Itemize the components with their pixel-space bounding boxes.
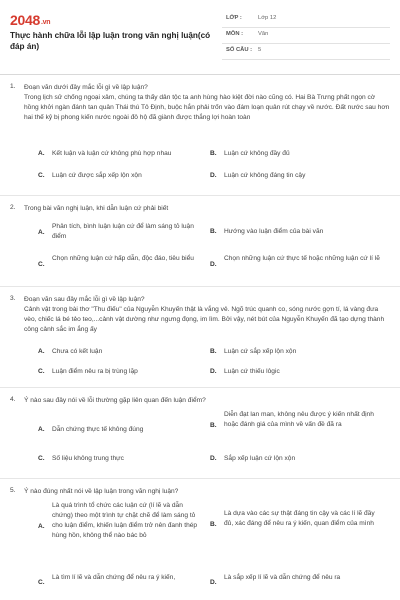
question-text: Ý nào đúng nhất nói về lập luận trong văn nghị luận?	[24, 488, 179, 495]
option-text: Luận cứ thiếu lôgic	[224, 368, 280, 375]
meta-key: MÔN :	[226, 31, 244, 37]
quiz-title: Thực hành chữa lỗi lập luận trong văn nghị luận(có đáp án)	[10, 31, 211, 51]
option-c[interactable]	[38, 254, 198, 276]
question-number: 3.	[10, 295, 16, 302]
option-label: D.	[210, 261, 217, 268]
option-a[interactable]	[38, 501, 198, 553]
quiz-meta	[222, 12, 390, 60]
option-text: Là dựa vào các sự thật đáng tin cậy và các lí lẽ đầy đủ, xác đáng để nêu ra ý kiến, quan điểm của mình	[224, 510, 375, 527]
option-text: Là sắp xếp lí lẽ và dẫn chứng để nêu ra	[224, 574, 341, 581]
option-label: A.	[38, 150, 45, 157]
question-text: Trong bài văn nghị luận, khi dẫn luận cứ phải biết	[24, 205, 169, 212]
question-4	[0, 388, 400, 479]
question-1	[0, 75, 400, 196]
question-text: Đoạn văn dưới đây mắc lỗi gì về lập luận? Trong lịch sử chống ngoại xâm, chúng ta thấy dân tộc ta anh hùng hào kiệt đời nào cũng có. Hai Bà Trưng phất ngọn cờ hồng khởi ngàn đánh tan quân Thái thú Tô Định, buộc hắn phải trốn vào đám loạn quân rút chạy về nước. Đất nước sau hơn hai thế kỷ bị phong kiến nước ngoài đô hộ đã giành được thắng lợi hoàn toàn	[24, 84, 390, 121]
option-text: Chọn những luận cứ hấp dẫn, độc đáo, tiêu biểu	[52, 255, 194, 262]
meta-key: SỐ CÂU :	[226, 47, 253, 53]
question-text: Đoạn văn sau đây mắc lỗi gì về lập luận? Cảnh vật trong bài thơ "Thu điếu" của Nguyễn Khuyến thật là vắng vẻ. Ngõ trúc quanh co, sóng nước gợn tí, lá vàng đưa vèo, chiếc lá bé tẻo teo,...cảnh vật dường như ngưng đọng, im lìm. Bởi vậy, nét bút của Nguyễn Khuyến đã tạo dựng thành công cảnh sắc im ắng ấy	[24, 296, 385, 333]
meta-row-subject	[222, 28, 390, 44]
meta-key: LỚP :	[226, 15, 242, 21]
option-label: B.	[210, 150, 217, 157]
option-label: A.	[38, 229, 45, 236]
question-number: 1.	[10, 83, 16, 90]
option-a[interactable]	[38, 222, 198, 244]
meta-row-class	[222, 12, 390, 28]
question-5	[0, 479, 400, 600]
option-text: Diễn đạt lan man, không nêu được ý kiến nhất định hoặc đánh giá của mình về vấn đề đã ra	[224, 411, 374, 428]
option-label: D.	[210, 172, 217, 179]
option-text: Luận điểm nêu ra bị trùng lặp	[52, 368, 138, 375]
option-label: A.	[38, 348, 45, 355]
quiz-header	[0, 0, 400, 75]
option-label: D.	[210, 579, 217, 586]
option-label: C.	[38, 172, 45, 179]
option-label: B.	[210, 228, 217, 235]
option-label: C.	[38, 455, 45, 462]
question-3	[0, 287, 400, 388]
question-number: 2.	[10, 204, 16, 211]
option-label: A.	[38, 426, 45, 433]
option-label: A.	[38, 523, 45, 530]
option-label: C.	[38, 261, 45, 268]
option-label: C.	[38, 368, 45, 375]
meta-value: Lớp 12	[258, 15, 277, 21]
option-text: Là quá trình tổ chức các luận cứ (lí lẽ và dẫn chứng) theo một trình tự chặt chẽ để làm sáng tỏ cho luận điểm, khiến luận điểm trở nên đanh thép hùng hồn, không thể nào bác bỏ	[52, 502, 198, 539]
option-text: Luận cứ không đầy đủ	[224, 150, 290, 157]
site-logo[interactable]	[10, 12, 50, 28]
option-label: B.	[210, 422, 217, 429]
option-b[interactable]	[210, 509, 385, 541]
option-text: Dẫn chứng thực tế không đúng	[52, 426, 144, 433]
question-2	[0, 196, 400, 287]
option-text: Chưa có kết luận	[52, 348, 103, 355]
option-text: Số liệu không trung thực	[52, 455, 124, 462]
meta-value: 5	[258, 47, 262, 53]
option-text: Luận cứ không đáng tin cậy	[224, 172, 306, 179]
option-text: Chọn những luận cứ thực tế hoặc những luận cứ lí lẽ	[224, 255, 380, 262]
option-label: B.	[210, 521, 217, 528]
option-text: Hướng vào luận điểm của bài văn	[224, 228, 324, 235]
option-text: Sắp xếp luận cứ lộn xộn	[224, 455, 296, 462]
logo-text: 2048	[10, 12, 40, 28]
option-b[interactable]	[210, 410, 385, 442]
option-label: C.	[38, 579, 45, 586]
question-text: Ý nào sau đây nói về lỗi thường gặp liên quan đến luận điểm?	[24, 397, 206, 404]
option-text: Phân tích, bình luận luận cứ để làm sáng tỏ luận điểm	[52, 223, 194, 240]
option-text: Kết luận và luận cứ không phù hợp nhau	[52, 150, 172, 157]
meta-row-count	[222, 44, 390, 60]
meta-value: Văn	[258, 31, 269, 37]
question-number: 5.	[10, 487, 16, 494]
question-number: 4.	[10, 396, 16, 403]
option-d[interactable]	[210, 254, 385, 276]
option-text: Luận cứ sắp xếp lộn xộn	[224, 348, 297, 355]
option-text: Luận cứ được sắp xếp lộn xộn	[52, 172, 142, 179]
logo-suffix: .vn	[40, 19, 51, 26]
option-label: D.	[210, 368, 217, 375]
option-text: Là tìm lí lẽ và dẫn chứng để nêu ra ý kiến,	[52, 574, 176, 581]
option-label: D.	[210, 455, 217, 462]
option-label: B.	[210, 348, 217, 355]
